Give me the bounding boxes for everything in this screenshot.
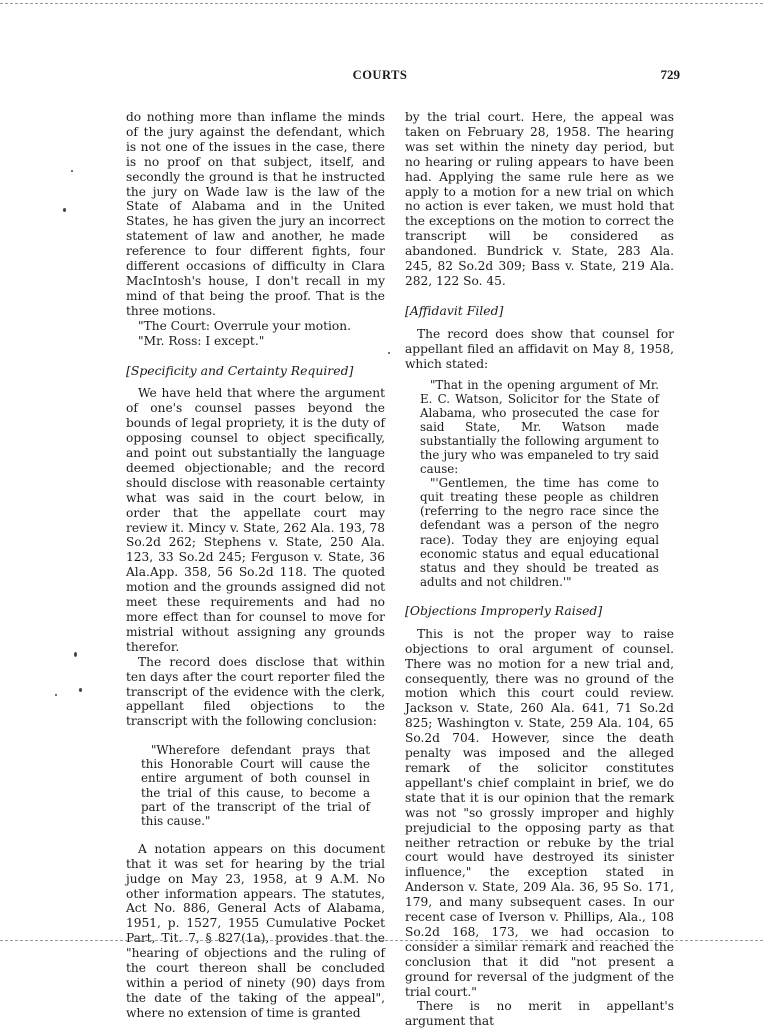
block-quote: "That in the opening argument of Mr. E. C. Watson, Solicitor for the State of Alabama, who prosecuted the case for said State, Mr. Watson made substantially the following argument to the jury who was empaneled to try said cause: xyxy=(420,377,659,477)
section-heading: [Specificity and Certainty Required] xyxy=(126,362,354,378)
scan-speck xyxy=(71,170,73,172)
scan-speck xyxy=(79,688,82,692)
top-border-rule xyxy=(0,3,763,4)
block-quote: "Wherefore defendant prays that this Honorable Court will cause the entire argument of both counsel in the trial of this cause, to become a part of the transcript of the trial of this cause." xyxy=(141,743,370,828)
running-head: COURTS xyxy=(352,68,408,82)
paragraph: "The Court: Overrule your motion. xyxy=(138,318,351,333)
page-number: 729 xyxy=(660,67,680,82)
section-heading: [Objections Improperly Raised] xyxy=(405,602,603,618)
paragraph: There is no merit in appellant's argument that xyxy=(405,999,674,1029)
paragraph: "Mr. Ross: I except." xyxy=(138,333,265,348)
bottom-border-rule xyxy=(0,940,763,941)
paragraph: This is not the proper way to raise objections to oral argument of counsel. There was no motion for a new trial and, consequently, there was no ground of the motion which this court could review. Jackson v. State, 260 Ala. 641, 71 So.2d 825; Washington v. State, 259 Ala. 104, 65 So.2d 704. However, since the death penalty was imposed and the alleged remark of the solicitor constitutes appellant's chief complaint in brief, we do state that it is our opinion that the remark was not "so grossly improper and highly prejudicial to the opposing party as that neither retraction or rebuke by the trial court would have destroyed its sinister influence," the exception stated in Anderson v. State, 209 Ala. 36, 95 So. 171, 179, and many subsequent cases. In our recent case of Iverson v. Phillips, Ala., 108 So.2d 168, 173, we had occasion to consider a similar remark and reached the conclusion that it did "not present a ground for reversal of the judgment of the trial court." xyxy=(405,626,674,999)
left-column xyxy=(126,110,385,1021)
paragraph: We have held that where the argument of one's counsel passes beyond the bounds of legal propriety, it is the duty of opposing counsel to object specifically, and point out substantially the language deemed objectionable; and the record should disclose with reasonable certainty what was said in the court below, in order that the appellate court may review it. Mincy v. State, 262 Ala. 193, 78 So.2d 262; Stephens v. State, 250 Ala. 123, 33 So.2d 245; Ferguson v. State, 36 Ala.App. 358, 56 So.2d 118. The quoted motion and the grounds assigned did not meet these requirements and had no more effect than for counsel to move for mistrial without assigning any grounds therefor. xyxy=(126,386,385,654)
paragraph: The record does show that counsel for appellant filed an affidavit on May 8, 1958, which stated: xyxy=(405,326,674,371)
scan-speck xyxy=(388,352,390,354)
scan-speck xyxy=(74,652,77,657)
scan-speck xyxy=(55,694,57,696)
scan-speck xyxy=(63,208,66,212)
paragraph: A notation appears on this document that it was set for hearing by the trial judge on May 23, 1958, at 9 A.M. No other information appears. The statutes, Act No. 886, General Acts of Alabama, 1951, p. 1527, 1955 Cumulative Pocket Part, Tit. 7, § 827(1a), provides that the "hearing of objections and the ruling of the court thereon shall be concluded within a period of ninety (90) days from the date of the taking of the appeal", where no extension of time is granted xyxy=(126,841,385,1020)
paragraph: by the trial court. Here, the appeal was taken on February 28, 1958. The hearing was set within the ninety day period, but no hearing or ruling appears to have been had. Applying the same rule here as we apply to a motion for a new trial on which no action is ever taken, we must hold that the exceptions on the motion to correct the transcript will be considered as abandoned. Bundrick v. State, 283 Ala. 245, 82 So.2d 309; Bass v. State, 219 Ala. 282, 122 So. 45. xyxy=(405,110,674,288)
block-quote: "'Gentlemen, the time has come to quit treating these people as children (referring to the negro race since the defendant was a person of the negro race). Today they are enjoying equal economic status and equal educational status and they should be treated as adults and not children.'" xyxy=(420,476,659,589)
right-column xyxy=(405,110,674,1029)
paragraph: do nothing more than inflame the minds of the jury against the defendant, which is not one of the issues in the case, there is no proof on that subject, itself, and secondly the ground is that he instructed the jury on Wade law is the law of the State of Alabama and in the United States, he has given the jury an incorrect statement of law and another, he made reference to four different fights, four different occasions of difficulty in Clara MacIntosh's house, I don't recall in my mind of that being the proof. That is the three motions. xyxy=(126,110,385,318)
section-heading: [Affidavit Filed] xyxy=(405,302,504,318)
paragraph: The record does disclose that within ten days after the court reporter filed the transcript of the evidence with the clerk, appellant filed objections to the transcript with the following conclusion: xyxy=(126,654,385,729)
